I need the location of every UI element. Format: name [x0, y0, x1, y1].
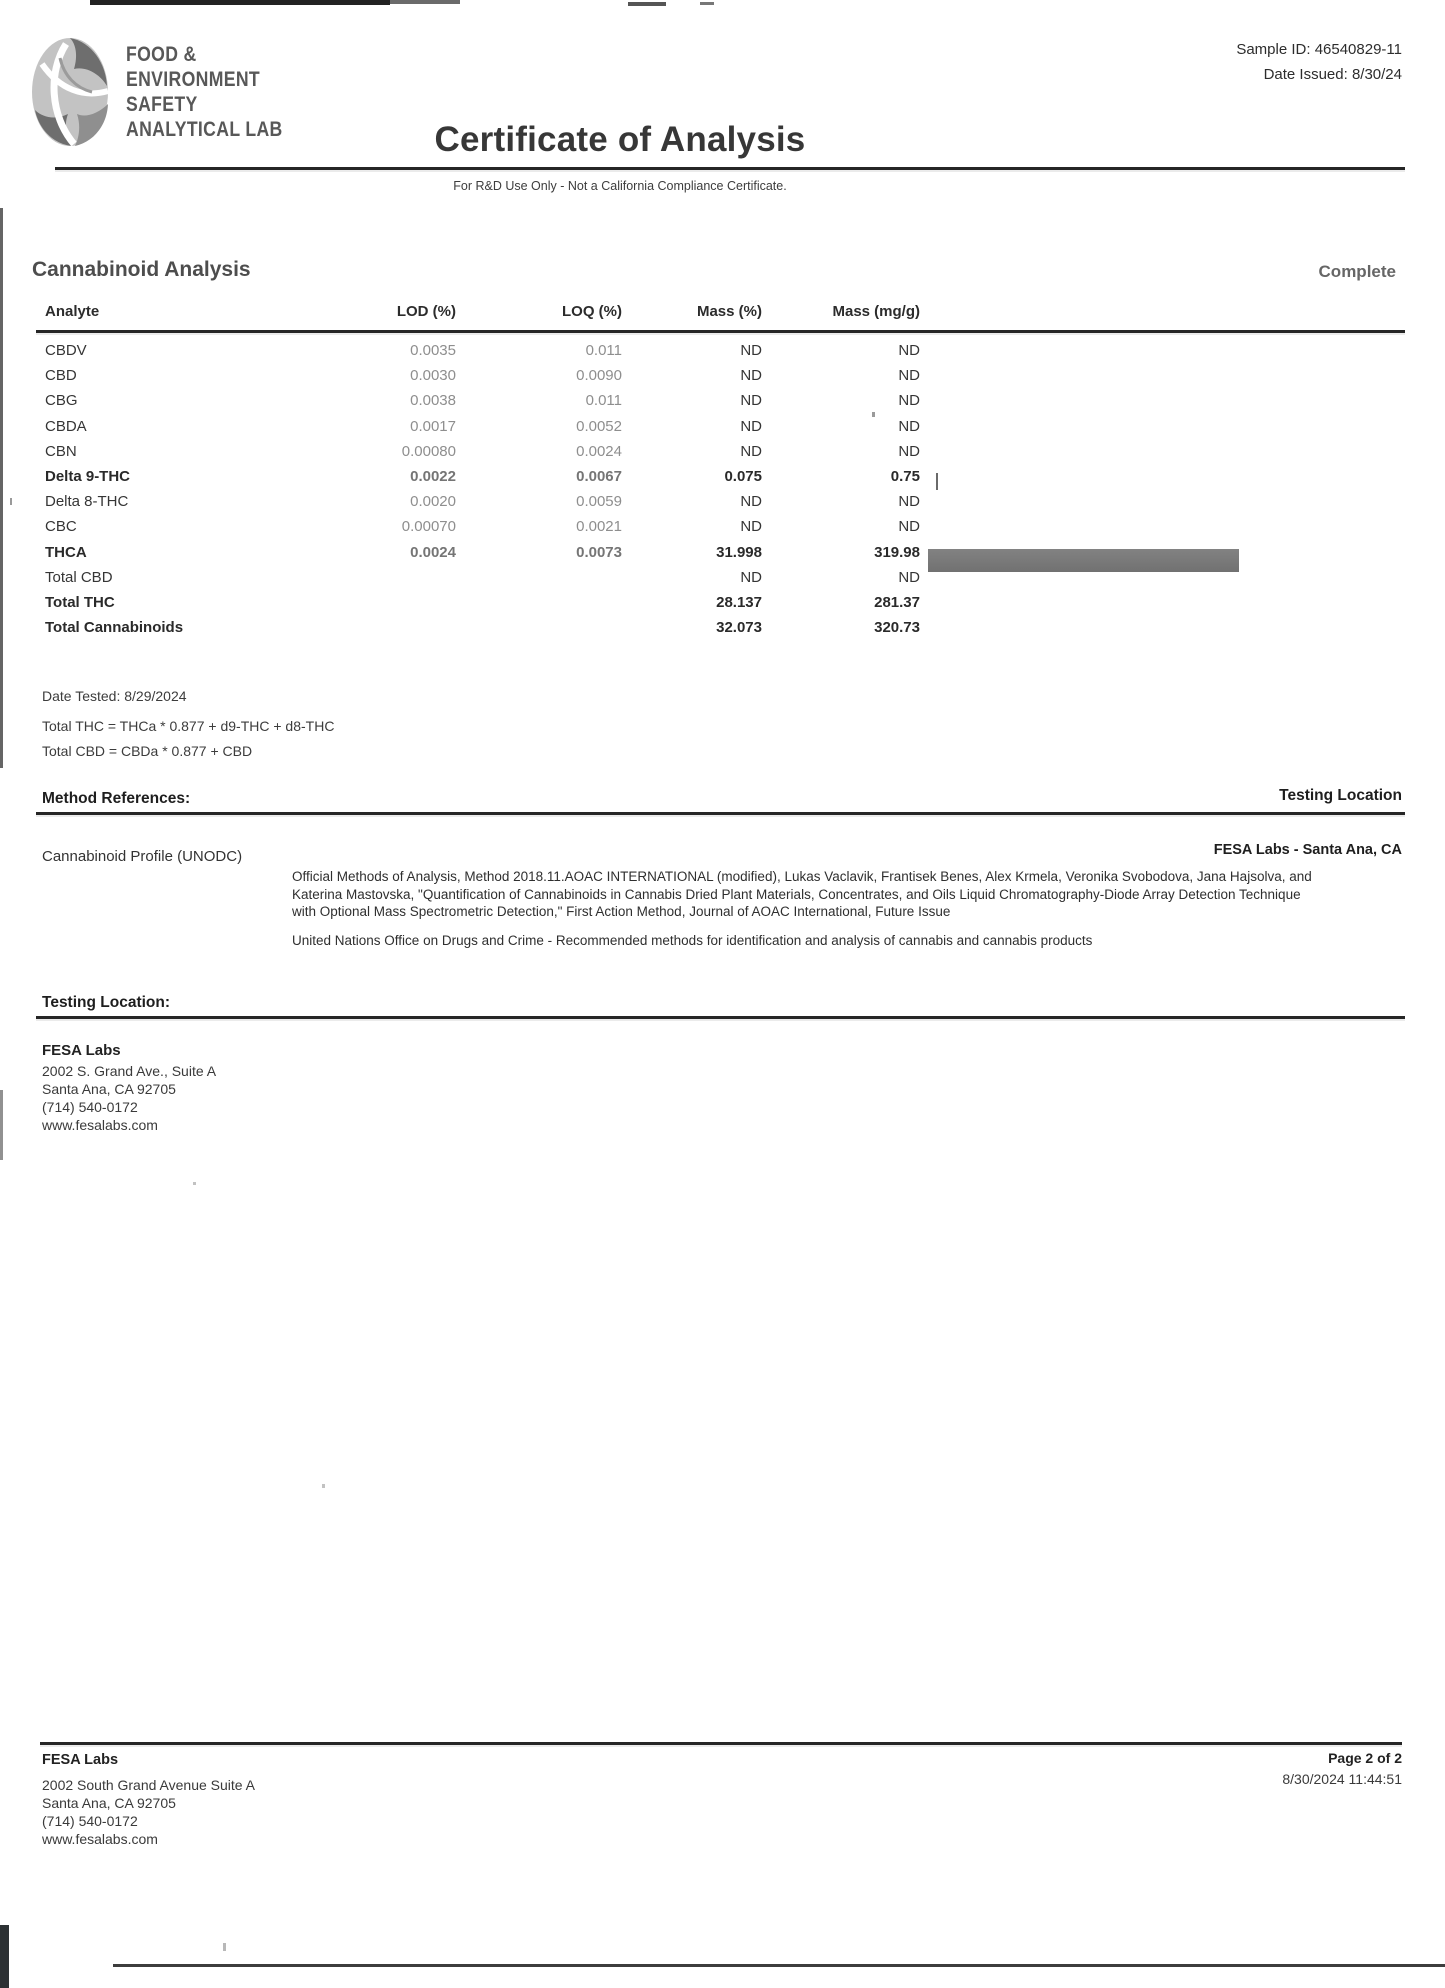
cell-analyte: CBDA — [45, 417, 87, 435]
table-row — [0, 493, 1445, 518]
address-line: Santa Ana, CA 92705 — [42, 1081, 176, 1097]
total-thc-formula: Total THC = THCa * 0.877 + d9-THC + d8-THC — [42, 718, 335, 734]
footer-lab-name: FESA Labs — [42, 1752, 119, 1768]
testing-location-rule — [36, 1016, 1405, 1019]
table-row — [0, 518, 1445, 543]
cell-mass_mgg: ND — [898, 342, 920, 359]
cell-mass_pct: ND — [740, 442, 762, 460]
cell-mass_mgg: ND — [898, 392, 920, 410]
address-line: 2002 South Grand Avenue Suite A — [42, 1777, 256, 1793]
scan-artifact-left-edge-2 — [0, 1090, 3, 1160]
cell-analyte: Total THC — [45, 594, 115, 611]
table-row — [0, 594, 1445, 619]
method-references-rule — [36, 812, 1405, 815]
scan-artifact-tick — [936, 473, 938, 490]
scan-speck — [223, 1943, 226, 1951]
table-row — [0, 569, 1445, 594]
cell-mass_mgg: 281.37 — [874, 594, 920, 611]
cell-loq: 0.0059 — [576, 493, 622, 511]
cell-analyte: Total Cannabinoids — [45, 619, 184, 637]
scan-speck — [322, 1484, 325, 1488]
cell-analyte: Delta 9-THC — [45, 468, 131, 485]
column-header-analyte: Analyte — [45, 303, 100, 320]
cell-mass_pct: ND — [740, 493, 762, 511]
cell-mass_mgg: ND — [898, 417, 920, 435]
section-heading: Cannabinoid Analysis — [32, 258, 251, 281]
table-row — [0, 619, 1445, 644]
scan-artifact-bottom-left-corner — [0, 1925, 9, 1988]
cell-loq: 0.0090 — [576, 367, 622, 385]
cell-mass_pct: ND — [740, 367, 762, 385]
address-line: www.fesalabs.com — [42, 1831, 158, 1847]
cell-analyte: CBG — [45, 392, 78, 410]
cell-lod: 0.0017 — [410, 417, 456, 435]
cell-loq: 0.0073 — [576, 543, 622, 561]
cell-loq: 0.011 — [585, 392, 622, 410]
scan-artifact-top-dash — [628, 2, 666, 6]
page-title: Certificate of Analysis — [434, 120, 806, 159]
lab-name-line: FOOD & — [126, 43, 197, 66]
cell-lod: 0.0035 — [410, 342, 456, 359]
cell-loq: 0.011 — [585, 342, 622, 359]
cell-mass_pct: 0.075 — [724, 468, 762, 485]
cell-lod: 0.0020 — [410, 493, 456, 511]
footer-lab-address — [42, 1776, 255, 1848]
cell-lod: 0.0030 — [410, 367, 456, 385]
cell-mass_pct: ND — [740, 392, 762, 410]
testing-lab-name: FESA Labs — [42, 1042, 121, 1059]
cell-mass_mgg: ND — [898, 442, 920, 460]
cell-lod: 0.0022 — [410, 468, 456, 485]
date-tested-note: Date Tested: 8/29/2024 — [42, 688, 187, 704]
cell-mass_mgg: 320.73 — [874, 619, 920, 637]
cell-analyte: CBDV — [45, 342, 87, 359]
address-line: Santa Ana, CA 92705 — [42, 1795, 176, 1811]
scan-artifact-top-dash-2 — [700, 2, 714, 5]
testing-lab-address — [42, 1062, 216, 1134]
table-row — [0, 342, 1445, 367]
date-issued: Date Issued: 8/30/24 — [1263, 66, 1402, 83]
page-number: Page 2 of 2 — [1328, 1750, 1402, 1766]
printed-datetime: 8/30/2024 11:44:51 — [1282, 1771, 1402, 1787]
cell-loq: 0.0052 — [576, 417, 622, 435]
scan-artifact-top-bar — [90, 0, 390, 5]
total-cbd-formula: Total CBD = CBDa * 0.877 + CBD — [42, 743, 253, 759]
scan-speck — [10, 498, 12, 505]
cell-analyte: THCA — [45, 543, 87, 561]
cell-analyte: CBC — [45, 518, 77, 536]
cell-loq: 0.0021 — [576, 518, 622, 536]
cell-lod: 0.00070 — [401, 518, 456, 536]
lab-name-line: ANALYTICAL LAB — [126, 118, 283, 141]
cell-mass_pct: ND — [740, 417, 762, 435]
table-row — [0, 468, 1445, 493]
scan-artifact-bottom-line — [113, 1964, 1445, 1967]
compliance-tagline: For R&D Use Only - Not a California Compliance Certificate. — [453, 179, 787, 193]
scan-artifact-top-smudge — [390, 0, 460, 4]
cell-analyte: CBN — [45, 442, 77, 460]
reference-line: with Optional Mass Spectrometric Detection," First Action Method, Journal of AOAC International, Future Issue — [292, 904, 951, 919]
cell-mass_mgg: ND — [898, 367, 920, 385]
cell-mass_pct: 32.073 — [716, 619, 762, 637]
cannabinoid-profile-label: Cannabinoid Profile (UNODC) — [42, 848, 243, 865]
address-line: (714) 540-0172 — [42, 1813, 138, 1829]
scan-speck — [193, 1182, 196, 1185]
address-line: 2002 S. Grand Ave., Suite A — [42, 1063, 217, 1079]
table-row — [0, 443, 1445, 468]
lab-location: FESA Labs - Santa Ana, CA — [1213, 842, 1402, 858]
table-row — [0, 392, 1445, 417]
cell-lod: 0.0024 — [410, 543, 456, 561]
method-references-heading: Method References: — [42, 790, 191, 807]
reference-paragraph — [292, 868, 1410, 921]
cell-analyte: CBD — [45, 367, 77, 385]
column-header-loq: LOQ (%) — [562, 303, 622, 320]
table-header-rule — [36, 330, 1405, 333]
cell-lod: 0.00080 — [401, 442, 456, 460]
table-row — [0, 367, 1445, 392]
column-header-mass-mgg: Mass (mg/g) — [832, 303, 920, 320]
footer-rule — [40, 1742, 1402, 1745]
lab-name-line: SAFETY — [126, 93, 198, 116]
reference-line: Katerina Mastovska, "Quantification of Cannabinoids in Cannabis Dried Plant Materials, Concentrates, and Oils Liquid Chromatography-Diode Array Detection Technique — [292, 886, 1301, 902]
cell-loq: 0.0024 — [576, 442, 622, 460]
address-line: (714) 540-0172 — [42, 1099, 138, 1115]
cell-mass_pct: ND — [740, 342, 762, 359]
unodc-reference: United Nations Office on Drugs and Crime - Recommended methods for identification and analysis of cannabis and cannabis products — [292, 933, 1093, 948]
address-line: www.fesalabs.com — [42, 1117, 158, 1133]
cell-mass_mgg: 319.98 — [874, 543, 920, 561]
cell-mass_pct: 28.137 — [716, 594, 762, 611]
cell-mass_mgg: ND — [898, 518, 920, 536]
cell-lod: 0.0038 — [410, 392, 456, 410]
cell-mass_mgg: ND — [898, 568, 920, 586]
header-rule — [55, 167, 1405, 170]
lab-name-line: ENVIRONMENT — [126, 68, 261, 91]
testing-location-heading: Testing Location: — [42, 994, 171, 1011]
cell-mass_pct: ND — [740, 568, 762, 586]
table-row — [0, 418, 1445, 443]
reference-line: Official Methods of Analysis, Method 2018.11.AOAC INTERNATIONAL (modified), Lukas Vaclavik, Frantisek Benes, Alex Krmela, Veronika Svobodova, Jana Hajsolva, and — [292, 869, 1312, 884]
cell-analyte: Delta 8-THC — [45, 493, 129, 511]
status-badge: Complete — [1318, 262, 1396, 281]
testing-location-label: Testing Location — [1279, 787, 1402, 804]
cell-analyte: Total CBD — [45, 568, 113, 586]
cell-loq: 0.0067 — [576, 468, 622, 485]
scan-speck — [872, 412, 875, 417]
cell-mass_mgg: 0.75 — [890, 468, 920, 485]
column-header-lod: LOD (%) — [396, 303, 456, 320]
column-header-mass-pct: Mass (%) — [696, 303, 762, 320]
sample-id: Sample ID: 46540829-11 — [1236, 41, 1402, 58]
cell-mass_mgg: ND — [898, 493, 920, 511]
redaction-bar — [928, 549, 1239, 572]
cell-mass_pct: 31.998 — [716, 543, 762, 561]
cell-mass_pct: ND — [740, 518, 762, 536]
